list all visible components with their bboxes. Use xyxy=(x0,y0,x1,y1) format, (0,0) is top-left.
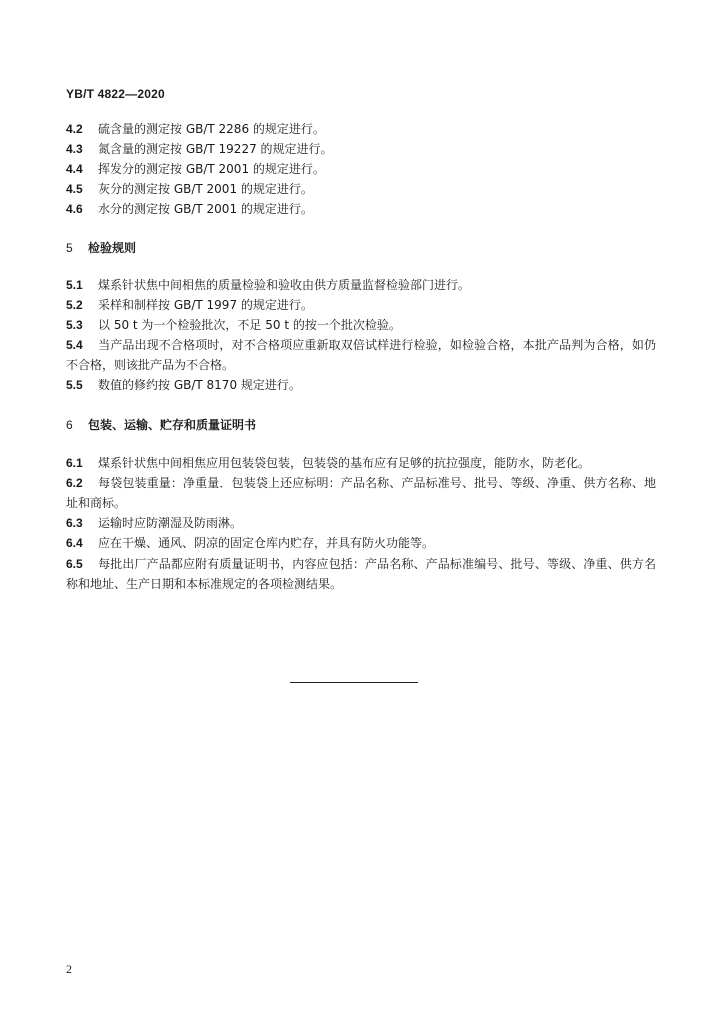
clause-number: 6.3 xyxy=(66,516,83,530)
clause-number: 6.1 xyxy=(66,456,83,470)
clause-number: 4.6 xyxy=(66,202,83,216)
clause-4-6 xyxy=(66,201,313,217)
section-number: 5 xyxy=(66,241,73,255)
clause-text: 水分的测定按 GB/T 2001 的规定进行。 xyxy=(98,202,313,216)
clause-number: 6.2 xyxy=(66,476,83,490)
clause-4-4 xyxy=(66,161,325,177)
clause-text: 挥发分的测定按 GB/T 2001 的规定进行。 xyxy=(98,162,325,176)
clause-6-3 xyxy=(66,515,242,531)
clause-6-4 xyxy=(66,535,434,551)
clause-4-5 xyxy=(66,181,313,197)
clause-5-3 xyxy=(66,317,401,333)
clause-5-4 xyxy=(66,335,656,375)
clause-number: 4.5 xyxy=(66,182,83,196)
clause-6-2 xyxy=(66,473,656,513)
clause-text: 煤系针状焦中间相焦应用包装袋包装，包装袋的基布应有足够的抗拉强度，能防水，防老化。 xyxy=(98,456,591,470)
clause-text: 每批出厂产品都应附有质量证明书，内容应包括：产品名称、产品标准编号、批号、等级、净重、供方名称和地址、生产日期和本标准规定的各项检测结果。 xyxy=(66,557,656,591)
section-title: 检验规则 xyxy=(88,241,137,255)
clause-text: 以 50 t 为一个检验批次，不足 50 t 的按一个批次检验。 xyxy=(98,318,401,332)
clause-text: 当产品出现不合格项时，对不合格项应重新取双倍试样进行检验，如检验合格，本批产品判为合格，如仍不合格，则该批产品为不合格。 xyxy=(66,338,656,372)
clause-number: 6.4 xyxy=(66,536,83,550)
clause-text: 氮含量的测定按 GB/T 19227 的规定进行。 xyxy=(98,142,333,156)
clause-text: 硫含量的测定按 GB/T 2286 的规定进行。 xyxy=(98,122,325,136)
clause-number: 5.5 xyxy=(66,378,83,392)
clause-number: 4.2 xyxy=(66,122,83,136)
clause-text: 采样和制样按 GB/T 1997 的规定进行。 xyxy=(98,298,313,312)
section-number: 6 xyxy=(66,418,73,432)
section-title: 包装、运输、贮存和质量证明书 xyxy=(88,418,257,432)
clause-6-5 xyxy=(66,554,656,594)
clause-number: 4.3 xyxy=(66,142,83,156)
clause-4-2 xyxy=(66,121,325,137)
clause-text: 应在干燥、通风、阴凉的固定仓库内贮存，并具有防火功能等。 xyxy=(98,536,435,550)
clause-text: 煤系针状焦中间相焦的质量检验和验收由供方质量监督检验部门进行。 xyxy=(98,278,471,292)
clause-number: 6.5 xyxy=(66,557,83,571)
clause-number: 5.1 xyxy=(66,278,83,292)
clause-number: 5.2 xyxy=(66,298,83,312)
clause-number: 5.4 xyxy=(66,338,83,352)
clause-5-1 xyxy=(66,277,470,293)
clause-text: 运输时应防潮湿及防雨淋。 xyxy=(98,516,243,530)
page-number: 2 xyxy=(66,962,72,976)
clause-text: 灰分的测定按 GB/T 2001 的规定进行。 xyxy=(98,182,313,196)
clause-text: 数值的修约按 GB/T 8170 规定进行。 xyxy=(98,378,301,392)
clause-5-5 xyxy=(66,377,301,393)
clause-5-2 xyxy=(66,297,313,313)
clause-6-1 xyxy=(66,455,590,471)
section-6-heading xyxy=(66,416,256,433)
clause-number: 4.4 xyxy=(66,162,83,176)
clause-4-3 xyxy=(66,141,333,157)
clause-number: 5.3 xyxy=(66,318,83,332)
clause-text: 每袋包装重量：净重量．包装袋上还应标明：产品名称、产品标准号、批号、等级、净重、供方名称、地址和商标。 xyxy=(66,476,656,510)
standard-code-header: YB/T 4822—2020 xyxy=(66,87,165,101)
section-5-heading xyxy=(66,239,136,256)
end-of-document-rule xyxy=(290,682,418,683)
